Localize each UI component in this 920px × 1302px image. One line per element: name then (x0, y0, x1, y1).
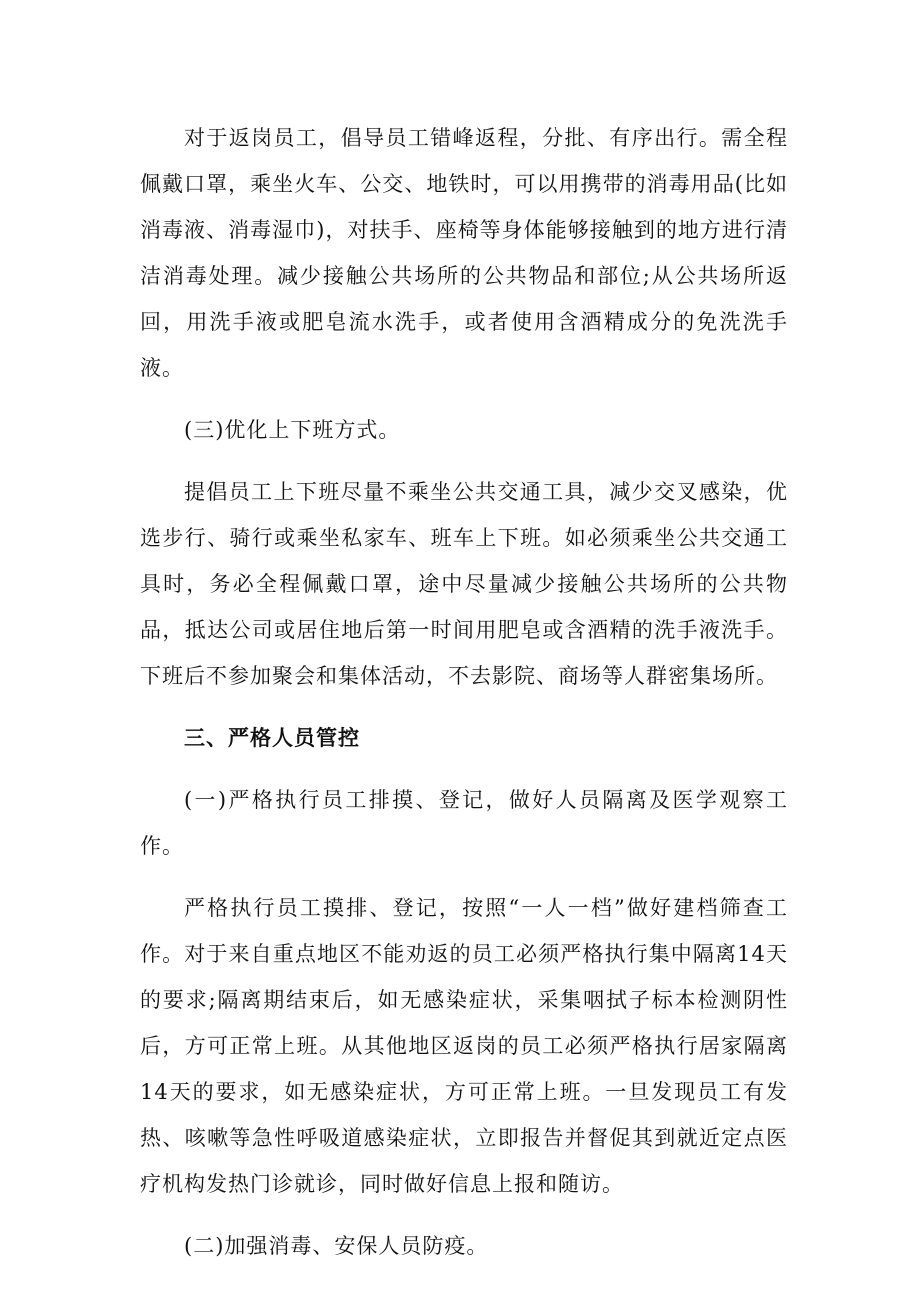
paragraph-registration: 严格执行员工摸排、登记，按照“一人一档”做好建档筛查工作。对于来自重点地区不能劝返的员工必须严格执行集中隔离14天的要求;隔离期结束后，如无感染症状，采集咽拭子标本检测阴性后，方可正常上班。从其他地区返岗的员工必须严格执行居家隔离14天的要求，如无感染症状，方可正常上班。一旦发现员工有发热、咳嗽等急性呼吸道感染症状，立即报告并督促其到就近定点医疗机构发热门诊就诊，同时做好信息上报和随访。 (140, 896, 788, 1196)
subheading-commute: (三)优化上下班方式。 (184, 418, 401, 442)
subheading-registration: (一)严格执行员工排摸、登记，做好人员隔离及医学观察工作。 (140, 788, 788, 858)
document-body (140, 115, 788, 1269)
subheading-disinfection-security: (二)加强消毒、安保人员防疫。 (184, 1234, 489, 1258)
section-heading-personnel-control: 三、严格人员管控 (184, 725, 360, 750)
paragraph-returning-staff: 对于返岗员工，倡导员工错峰返程，分批、有序出行。需全程佩戴口罩，乘坐火车、公交、地铁时，可以用携带的消毒用品(比如消毒液、消毒湿巾)，对扶手、座椅等身体能够接触到的地方进行清洁消毒处理。减少接触公共场所的公共物品和部位;从公共场所返回，用洗手液或肥皂流水洗手，或者使用含酒精成分的免洗洗手液。 (140, 126, 788, 380)
paragraph-commute: 提倡员工上下班尽量不乘坐公共交通工具，减少交叉感染，优选步行、骑行或乘坐私家车、班车上下班。如必须乘坐公共交通工具时，务必全程佩戴口罩，途中尽量减少接触公共场所的公共物品，抵达公司或居住地后第一时间用肥皂或含酒精的洗手液洗手。下班后不参加聚会和集体活动，不去影院、商场等人群密集场所。 (140, 480, 788, 688)
